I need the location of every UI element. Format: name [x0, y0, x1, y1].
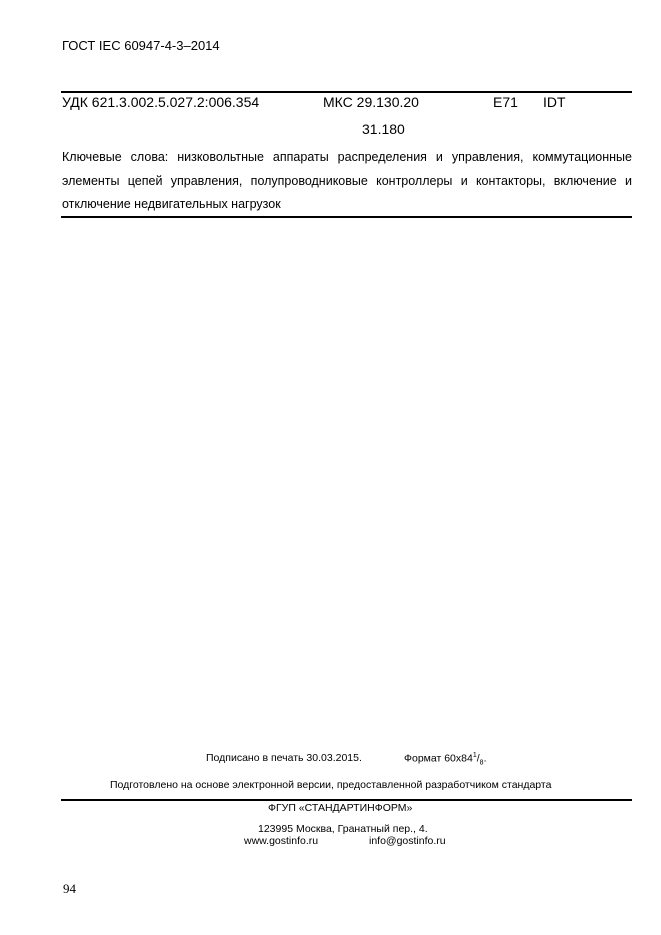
publisher-address: 123995 Москва, Гранатный пер., 4.	[258, 823, 428, 835]
udk-code: УДК 621.3.002.5.027.2:006.354	[62, 94, 260, 110]
mks-code: МКС 29.130.20	[323, 94, 419, 110]
standard-code-header: ГОСТ IEC 60947-4-3–2014	[62, 38, 220, 53]
page-number: 94	[63, 881, 76, 896]
publisher-website: www.gostinfo.ru	[244, 835, 319, 847]
keywords-paragraph: Ключевые слова: низковольтные аппараты распределения и управления, коммутационные элементы цепей управления, полупроводниковые контроллеры и контакторы, включение и отключение недвигательных нагрузок	[62, 150, 632, 211]
publisher-email: info@gostinfo.ru	[369, 835, 446, 847]
format-prefix: Формат 60х84	[404, 752, 473, 765]
bottom-divider	[61, 799, 632, 801]
degree-of-correspondence: IDT	[543, 94, 566, 110]
mks-code-secondary: 31.180	[362, 121, 405, 137]
signed-for-print-date: Подписано в печать 30.03.2015.	[206, 752, 362, 764]
keywords-divider	[61, 216, 632, 218]
paper-format: Формат $60х84^1/_8$.	[404, 752, 487, 767]
format-numerator: 1	[472, 752, 477, 759]
publisher-name: ФГУП «СТАНДАРТИНФОРМ»	[268, 802, 413, 814]
format-suffix: .	[483, 752, 487, 765]
format-denominator: 8	[479, 759, 484, 767]
top-divider	[61, 91, 632, 93]
okp-code: Е71	[493, 94, 518, 110]
prepared-note: Подготовлено на основе электронной версии, предоставленной разработчиком стандарта	[110, 779, 552, 791]
